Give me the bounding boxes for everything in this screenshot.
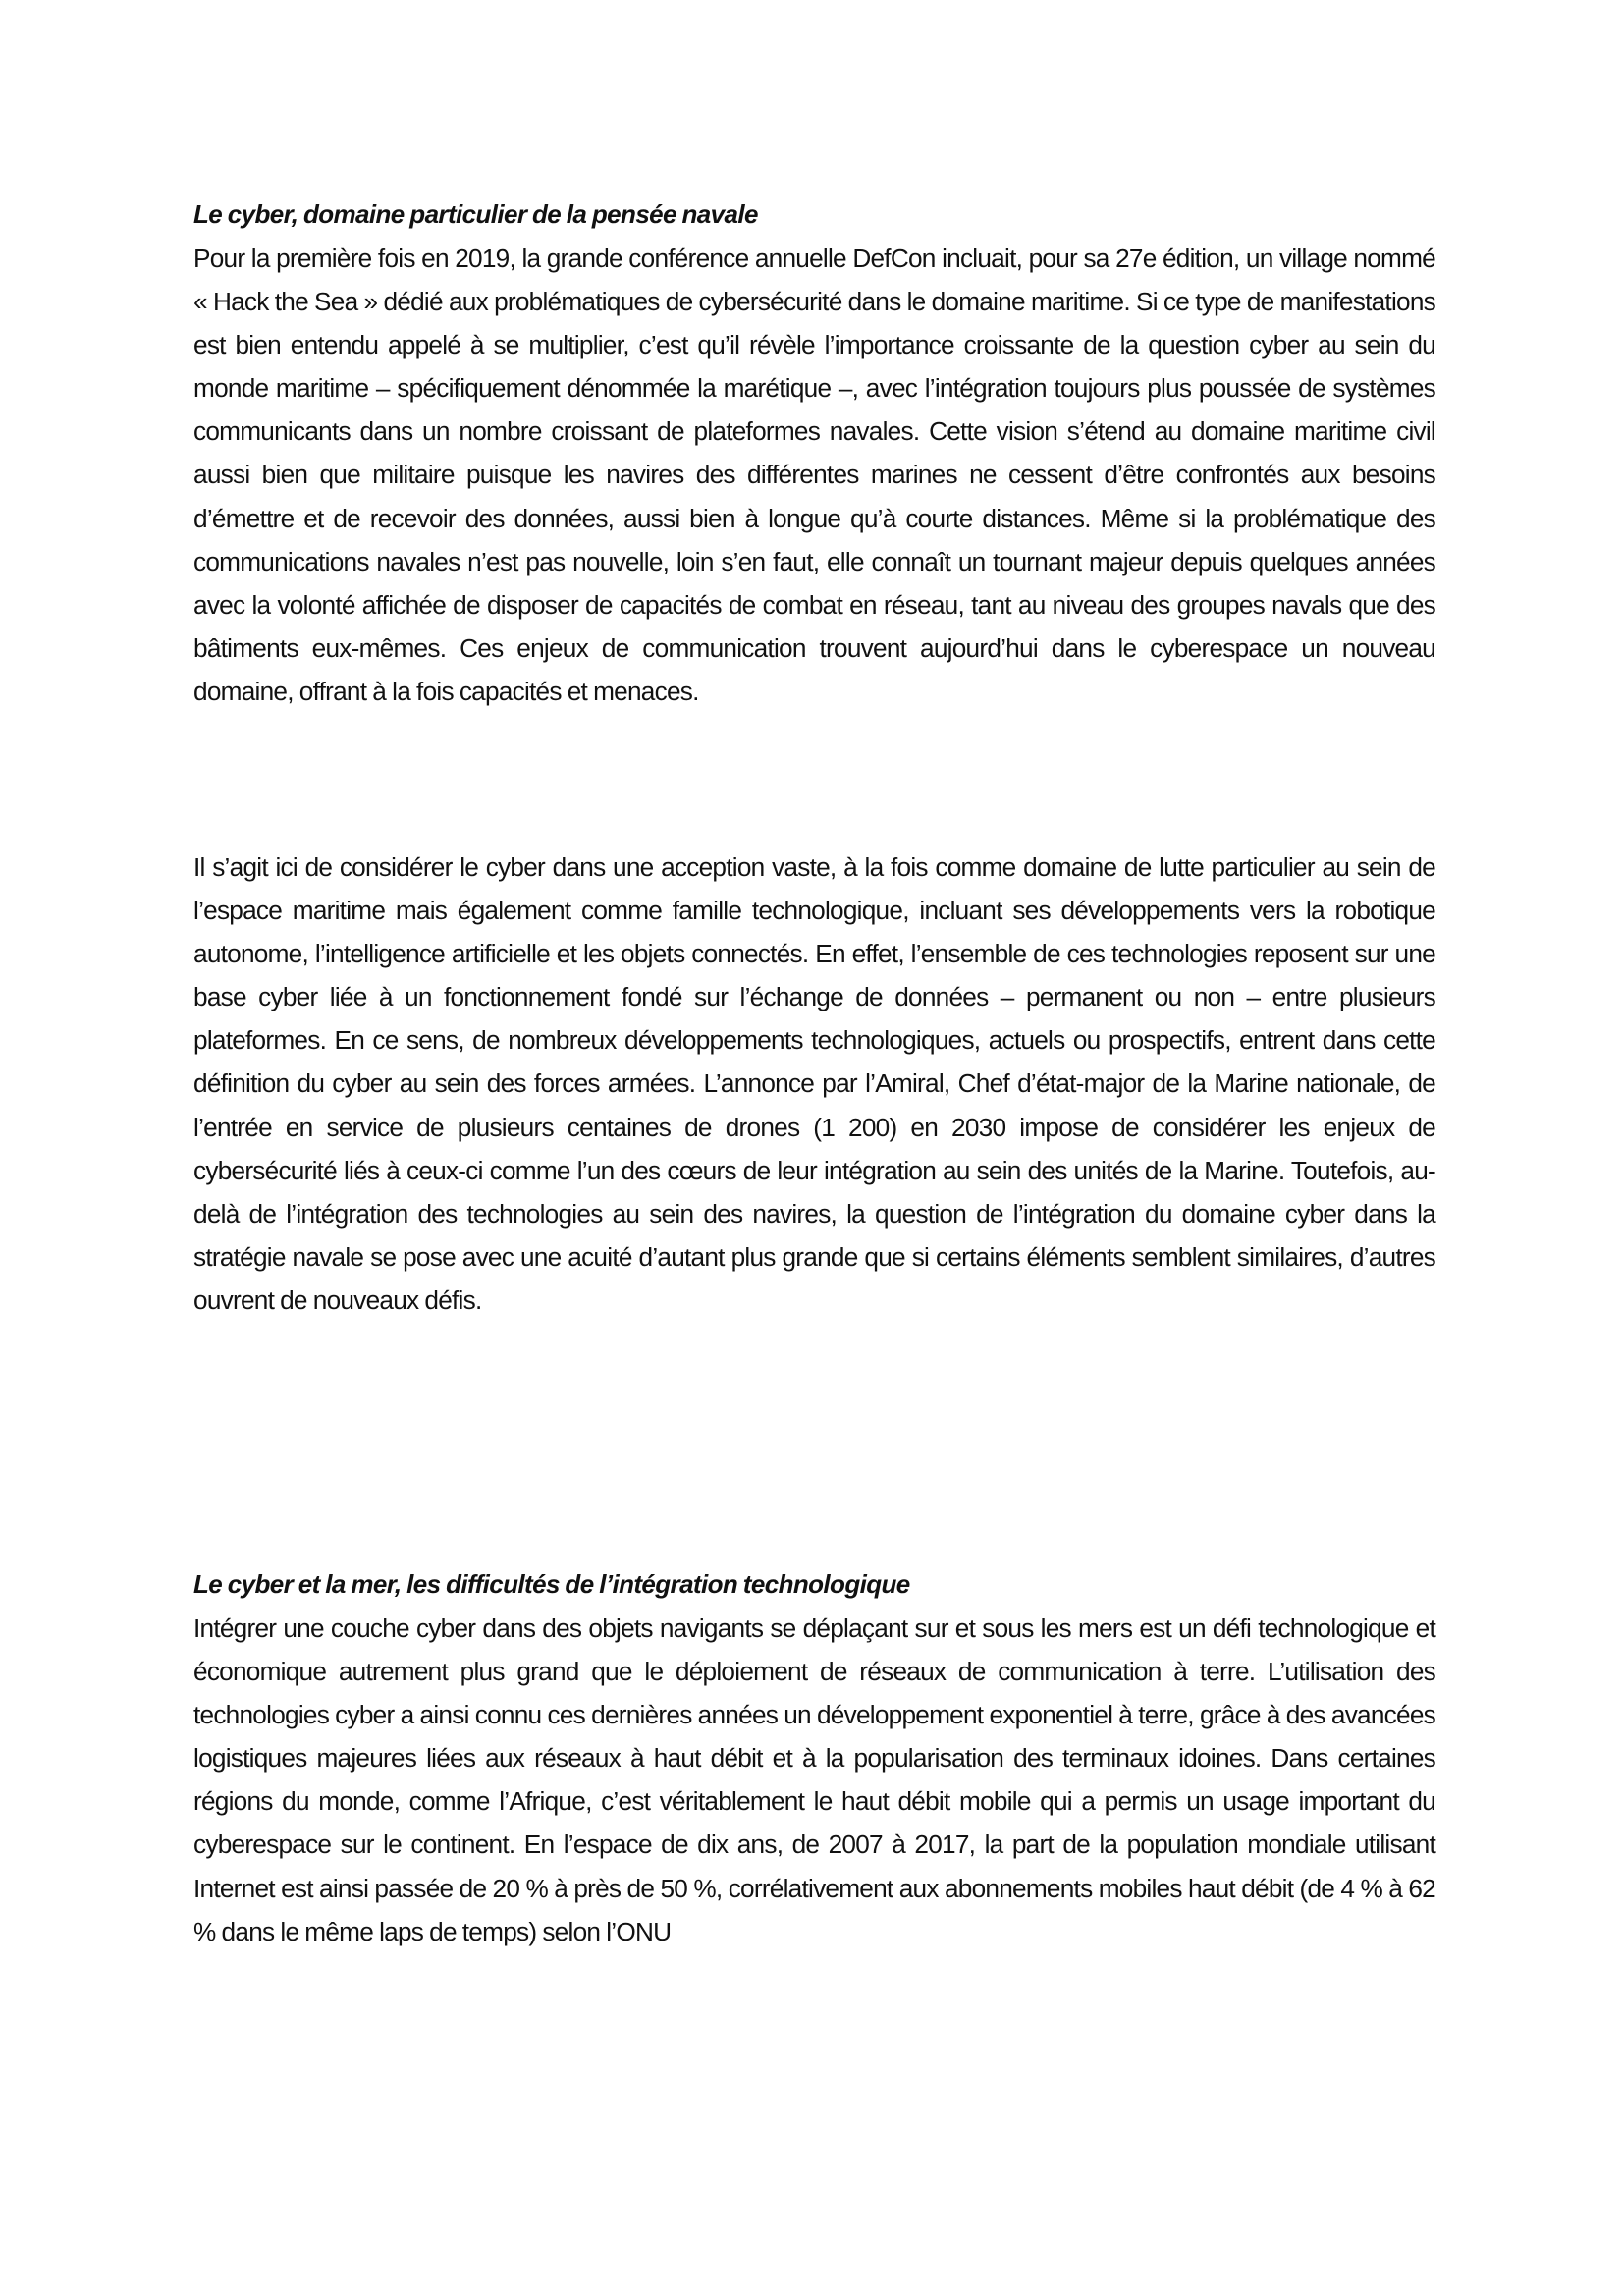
paragraph-defcon-hack-the-sea: Pour la première fois en 2019, la grande conférence annuelle DefCon incluait, pour sa 27e édition, un village nommé « Hack the Sea » dédié aux problématiques de cybersécurité dans le domaine maritime. Si ce type de manifestations est bien entendu appelé à se multiplier, c’est qu’il révèle l’importance croissante de la question cyber au sein du monde maritime – spécifiquement dénommée la marétique –, avec l’intégration toujours plus poussée de systèmes communicants dans un nombre croissant de plateformes navales. Cette vision s’étend au domaine maritime civil aussi bien que militaire puisque les navires des différentes marines ne cessent d’être confrontés aux besoins d’émettre et de recevoir des données, aussi bien à longue qu’à courte distances. Même si la problématique des communications navales n’est pas nouvelle, loin s’en faut, elle connaît un tournant majeur depuis quelques années avec la volonté affichée de disposer de capacités de combat en réseau, tant au niveau des groupes navals que des bâtiments eux-mêmes. Ces enjeux de communication trouvent aujourd’hui dans le cyberespace un nouveau domaine, offrant à la fois capacités et menaces. <box>193 244 1435 706</box>
paragraph-technological-integration: Intégrer une couche cyber dans des objets navigants se déplaçant sur et sous les mers est un défi technologique et économique autrement plus grand que le déploiement de réseaux de communication à terre. L’utilisation des technologies cyber a ainsi connu ces dernières années un développement exponentiel à terre, grâce à des avancées logistiques majeures liées aux réseaux à haut débit et à la popularisation des terminaux idoines. Dans certaines régions du monde, comme l’Afrique, c’est véritablement le haut débit mobile qui a permis un usage important du cyberespace sur le continent. En l’espace de dix ans, de 2007 à 2017, la part de la population mondiale utilisant Internet est ainsi passée de 20 % à près de 50 %, corrélativement aux abonnements mobiles haut débit (de 4 % à 62 % dans le même laps de temps) selon l’ONU <box>193 1613 1435 1946</box>
section-heading-cyber-naval-thought: Le cyber, domaine particulier de la pensée navale <box>193 199 758 229</box>
section-heading-cyber-and-sea: Le cyber et la mer, les difficultés de l’intégration technologique <box>193 1569 910 1599</box>
paragraph-cyber-broad-definition: Il s’agit ici de considérer le cyber dans une acception vaste, à la fois comme domaine de lutte particulier au sein de l’espace maritime mais également comme famille technologique, incluant ses développements vers la robotique autonome, l’intelligence artificielle et les objets connectés. En effet, l’ensemble de ces technologies reposent sur une base cyber liée à un fonctionnement fondé sur l’échange de données – permanent ou non – entre plusieurs plateformes. En ce sens, de nombreux développements technologiques, actuels ou prospectifs, entrent dans cette définition du cyber au sein des forces armées. L’annonce par l’Amiral, Chef d’état-major de la Marine nationale, de l’entrée en service de plusieurs centaines de drones (1 200) en 2030 impose de considérer les enjeux de cybersécurité liés à ceux-ci comme l’un des cœurs de leur intégration au sein des unités de la Marine. Toutefois, au-delà de l’intégration des technologies au sein des navires, la question de l’intégration du domaine cyber dans la stratégie navale se pose avec une acuité d’autant plus grande que si certains éléments semblent similaires, d’autres ouvrent de nouveaux défis. <box>193 852 1435 1315</box>
